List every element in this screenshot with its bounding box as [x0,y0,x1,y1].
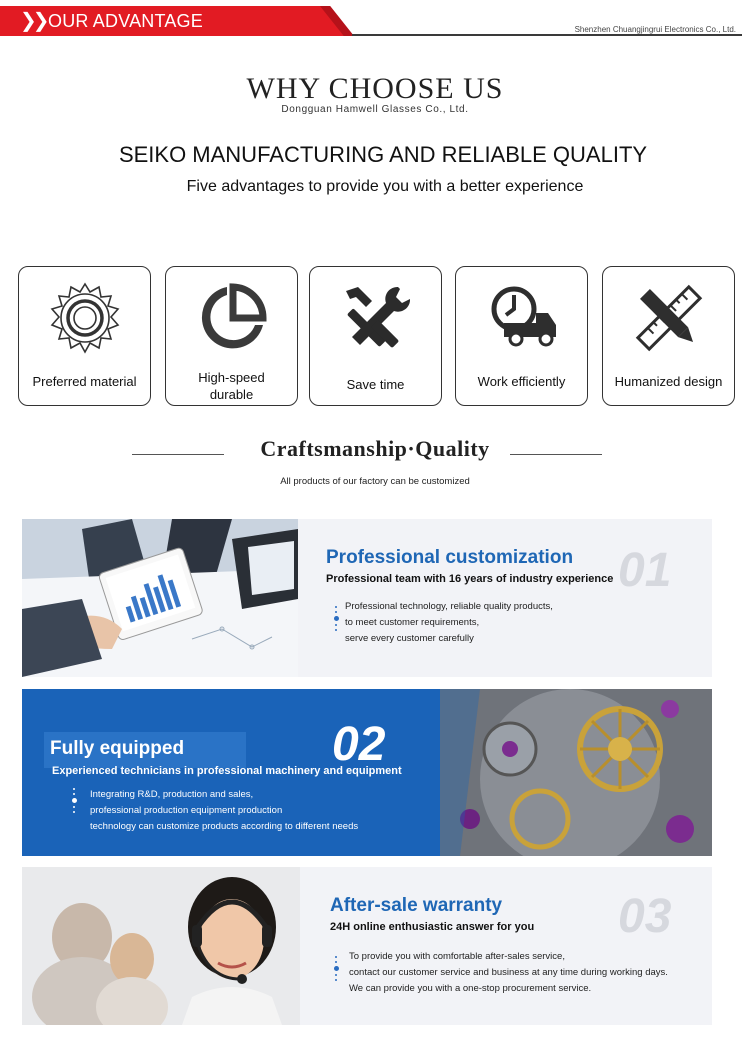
panel-number: 02 [332,718,386,771]
advantage-card-efficient [455,266,588,406]
panel-line: We can provide you with a one-stop procurement service. [349,983,592,994]
craft-title: Craftsmanship·Quality [260,436,490,461]
panel-subtitle: Experienced technicians in professional machinery and equipment [52,765,402,777]
craft-subtitle: All products of our factory can be customized [280,476,470,487]
advantage-label: Save time [346,377,405,392]
panel-title: Fully equipped [50,738,185,759]
panel-subtitle: Professional team with 16 years of industry experience [326,573,614,585]
advantage-card-durable [165,266,298,406]
feature-panel-warranty [22,867,712,1025]
panel-line: to meet customer requirements, [345,617,480,628]
panel-title: Professional customization [326,547,574,568]
feature-panel-equipment [22,689,712,856]
panel-description [349,949,668,997]
feature-panel-customization [22,519,712,677]
panel-number: 03 [618,890,672,943]
company-name: Shenzhen Chuangjingrui Electronics Co., Ltd. [574,25,736,34]
pencil-ruler-icon [603,281,734,355]
customer-service-photo [22,867,300,1025]
advantage-card-material [18,266,151,406]
panel-description [345,599,553,647]
advantage-label: Preferred material [32,374,137,389]
advantage-label: Work efficiently [477,374,566,389]
advantage-label: Humanized design [614,374,723,389]
why-choose-subtitle: Dongguan Hamwell Glasses Co., Ltd. [281,104,469,115]
why-choose-title: WHY CHOOSE US [246,72,504,105]
timeline-dots-icon [332,603,340,634]
panel-line: contact our customer service and business at any time during working days. [349,967,668,978]
pie-chart-icon [166,281,297,355]
panel-line: professional production equipment production [90,805,283,816]
panel-description [90,787,358,835]
panel-line: Professional technology, reliable quality products, [345,601,553,612]
headline: SEIKO MANUFACTURING AND RELIABLE QUALITY [118,142,648,167]
tools-icon [310,281,441,355]
advantage-label-line2: durable [209,387,254,402]
panel-subtitle: 24H online enthusiastic answer for you [330,921,535,933]
panel-line: Integrating R&D, production and sales, [90,789,254,800]
advantage-label [170,369,293,403]
timeline-dots-icon [70,785,78,816]
subheadline: Five advantages to provide you with a better experience [186,178,584,195]
double-chevron-icon: ❯❯ [20,10,46,32]
panel-title: After-sale warranty [330,895,503,916]
delivery-truck-clock-icon [456,281,587,355]
timeline-dots-icon [332,953,340,984]
craft-heading [0,436,750,462]
panel-line: serve every customer carefully [345,633,474,644]
watch-movement-photo [440,689,712,856]
advantage-card-time [309,266,442,406]
panel-line: To provide you with comfortable after-sales service, [349,951,565,962]
business-team-photo [22,519,298,677]
section-title: OUR ADVANTAGE [48,11,203,31]
header-divider [352,34,742,36]
gear-icon [19,281,150,355]
panel-number: 01 [618,544,672,597]
advantage-label-line1: High-speed [198,370,265,385]
section-header [0,0,750,40]
advantage-cards [18,266,736,408]
advantage-card-design [602,266,735,406]
panel-line: technology can customize products according to different needs [90,821,359,832]
